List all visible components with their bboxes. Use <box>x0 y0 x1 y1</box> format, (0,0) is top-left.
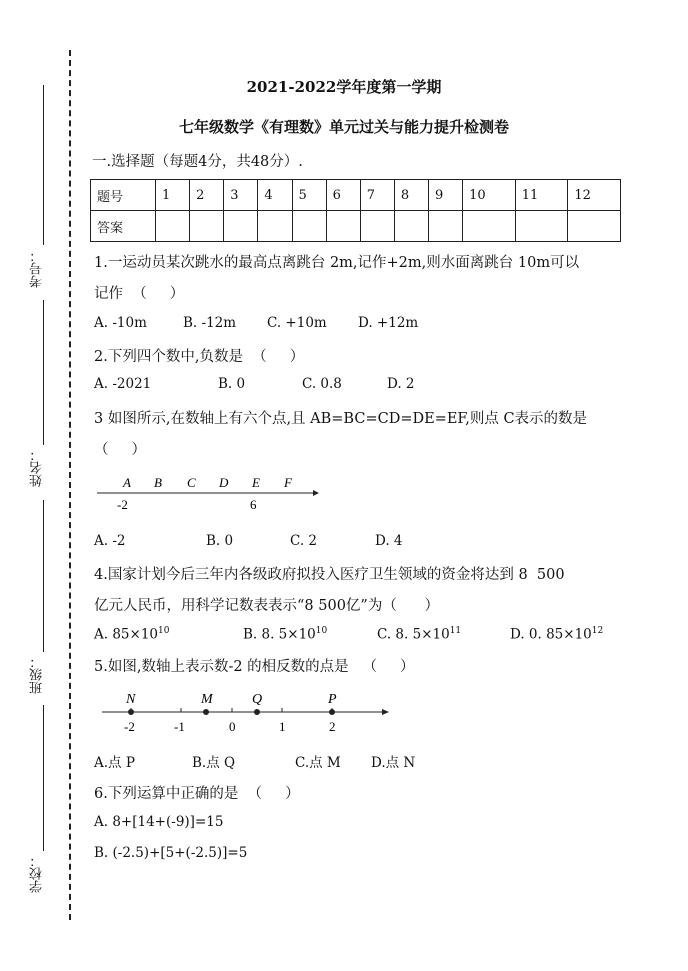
q4-option-d-exponent: 12 <box>591 626 604 636</box>
q5-point-m-label: M <box>201 692 213 707</box>
q4-text-2: 亿元人民币，用科学记数表表示“8 500亿”为（ ） <box>94 598 439 614</box>
table-row <box>91 211 621 242</box>
table-cell: 9 <box>429 180 463 211</box>
table-cell: 4 <box>258 180 292 211</box>
q4-option-b <box>243 626 327 643</box>
q5-option-c: C.点 M <box>295 755 341 771</box>
q3-point-d-label: D <box>219 475 229 490</box>
q1-text: 1.一运动员某次跳水的最高点离跳台 2m,记作+2m,则水面离跳台 10m可以 <box>94 255 580 271</box>
q5-tick-label: 1 <box>279 719 286 734</box>
exam-number-label: 考号： <box>30 249 45 288</box>
q1-option-a: A. -10m <box>94 315 147 331</box>
q3-point-a-label: A <box>123 475 131 490</box>
q5-option-d: D.点 N <box>371 755 416 771</box>
name-line <box>43 300 44 445</box>
q2-option-a: A. -2021 <box>94 376 152 392</box>
answer-table <box>90 179 621 242</box>
answer-cell[interactable] <box>190 211 224 242</box>
q3-option-c: C. 2 <box>290 533 318 549</box>
answer-cell[interactable] <box>224 211 258 242</box>
q5-point-p-dot <box>329 709 335 715</box>
school-label: 学校： <box>30 854 45 893</box>
table-header-cell: 答案 <box>91 211 156 242</box>
q3-text: 3 如图所示,在数轴上有六个点,且 AB=BC=CD=DE=EF,则点 C表示的数是 <box>94 411 588 427</box>
exam-number-line <box>43 85 44 245</box>
table-cell: 5 <box>292 180 326 211</box>
q4-text: 4.国家计划今后三年内各级政府拟投入医疗卫生领域的资金将达到 8 500 <box>94 567 565 583</box>
answer-cell[interactable] <box>292 211 326 242</box>
q3-axis-arrow-icon <box>313 490 319 496</box>
q5-axis-arrow-icon <box>382 709 389 715</box>
q3-option-d: D. 4 <box>375 533 403 549</box>
q4-option-d-base: D. 0. 85×10 <box>510 626 592 643</box>
table-cell: 3 <box>224 180 258 211</box>
q4-option-c <box>377 626 461 643</box>
table-cell: 1 <box>156 180 190 211</box>
q4-option-b-base: B. 8. 5×10 <box>243 626 316 643</box>
q2-option-c: C. 0.8 <box>302 376 342 392</box>
table-cell: 8 <box>394 180 428 211</box>
q4-option-a-base: A. 85×10 <box>94 626 158 643</box>
q3-point-e-label: E <box>252 475 260 490</box>
answer-cell[interactable] <box>568 211 621 242</box>
q5-tick-label: -2 <box>124 719 135 734</box>
table-cell: 6 <box>326 180 360 211</box>
q4-option-c-base: C. 8. 5×10 <box>377 626 450 643</box>
q4-option-a-exponent: 10 <box>158 626 170 636</box>
q5-point-q-label: Q <box>252 692 263 707</box>
q3-tick-label-right: 6 <box>250 497 257 512</box>
q5-option-a: A.点 P <box>94 755 135 771</box>
answer-cell[interactable] <box>326 211 360 242</box>
answer-cell[interactable] <box>156 211 190 242</box>
q4-option-c-exponent: 11 <box>449 626 462 636</box>
q5-point-q-dot <box>254 709 260 715</box>
q5-point-p-label: P <box>328 692 337 707</box>
q2-text: 2.下列四个数中,负数是 （ ） <box>94 349 305 365</box>
q5-tick-label: -1 <box>174 719 185 734</box>
table-cell: 11 <box>515 180 568 211</box>
q4-option-a <box>94 626 169 643</box>
q3-point-f-label: F <box>284 475 292 490</box>
table-cell: 10 <box>463 180 516 211</box>
q1-option-b: B. -12m <box>183 315 237 331</box>
q6-option-b: B. (-2.5)+[5+(-2.5)]=5 <box>94 845 248 861</box>
answer-cell[interactable] <box>258 211 292 242</box>
q3-option-b: B. 0 <box>206 533 234 549</box>
name-label: 姓名： <box>30 448 45 487</box>
q2-option-d: D. 2 <box>387 376 415 392</box>
q5-option-b: B.点 Q <box>192 755 236 771</box>
q3-option-a: A. -2 <box>94 533 126 549</box>
q1-text-2: 记作 （ ） <box>94 286 185 302</box>
binding-dashed-line <box>69 50 71 920</box>
answer-cell[interactable] <box>515 211 568 242</box>
q1-option-c: C. +10m <box>267 315 327 331</box>
q3-point-c-label: C <box>187 475 196 490</box>
q3-number-line-figure <box>95 472 325 514</box>
q1-option-d: D. +12m <box>358 315 419 331</box>
table-row <box>91 180 621 211</box>
table-cell: 7 <box>360 180 394 211</box>
q5-text: 5.如图,数轴上表示数-2 的相反数的点是 （ ） <box>94 659 415 675</box>
school-line <box>43 705 44 851</box>
term-title: 2021-2022学年度第一学期 <box>246 78 442 96</box>
class-label: 班级： <box>30 655 45 694</box>
q3-tick-label-left: -2 <box>117 497 128 512</box>
q6-text: 6.下列运算中正确的是 （ ） <box>94 786 300 802</box>
answer-cell[interactable] <box>463 211 516 242</box>
class-line <box>43 500 44 652</box>
q4-option-d <box>510 626 603 643</box>
answer-cell[interactable] <box>360 211 394 242</box>
table-cell: 12 <box>568 180 621 211</box>
q5-point-m-dot <box>203 709 209 715</box>
q5-tick-label: 0 <box>229 719 236 734</box>
q6-option-a: A. 8+[14+(-9)]=15 <box>94 814 224 830</box>
q5-tick-label: 2 <box>329 719 336 734</box>
table-header-cell: 题号 <box>91 180 156 211</box>
answer-cell[interactable] <box>429 211 463 242</box>
q5-point-n-label: N <box>126 692 136 707</box>
q3-point-b-label: B <box>154 475 162 490</box>
exam-title: 七年级数学《有理数》单元过关与能力提升检测卷 <box>178 118 509 136</box>
q3-text-2: （ ） <box>94 442 147 458</box>
answer-cell[interactable] <box>394 211 428 242</box>
table-cell: 2 <box>190 180 224 211</box>
section-heading: 一.选择题（每题4分，共48分）. <box>92 154 303 170</box>
q2-option-b: B. 0 <box>218 376 246 392</box>
q5-point-n-dot <box>128 709 134 715</box>
q5-number-line-figure <box>100 688 395 736</box>
q4-option-b-exponent: 10 <box>315 626 328 636</box>
